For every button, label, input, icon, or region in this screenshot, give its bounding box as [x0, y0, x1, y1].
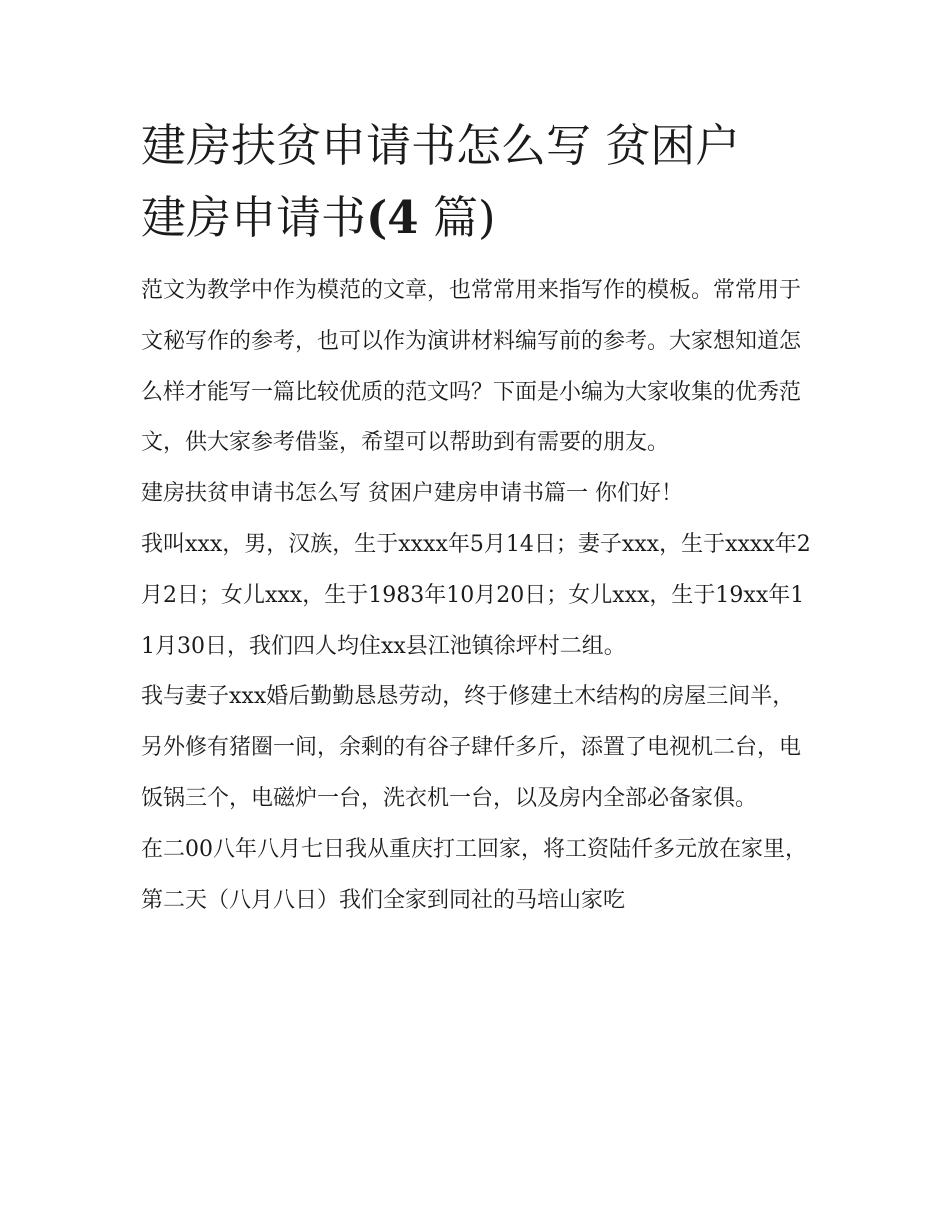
paragraph-property: 我与妻子xxx婚后勤勤恳恳劳动，终于修建土木结构的房屋三间半，另外修有猪圈一间，余剩的有谷子肆仟多斤，添置了电视机二台，电饭锅三个，电磁炉一台，洗衣机一台，以及房内全部必备家俱。	[141, 684, 802, 811]
document-title	[141, 110, 816, 254]
document-page	[141, 110, 816, 926]
paragraph-intro: 范文为教学中作为模范的文章，也常常用来指写作的模板。常常用于文秘写作的参考，也可以作为演讲材料编写前的参考。大家想知道怎么样才能写一篇比较优质的范文吗？下面是小编为大家收集的优秀范文，供大家参考借鉴，希望可以帮助到有需要的朋友。	[141, 278, 802, 456]
title-line-2a: 建房申请书	[141, 191, 367, 244]
title-line-1: 建房扶贫申请书怎么写 贫困户	[141, 119, 741, 172]
title-line-2c: 篇)	[432, 191, 496, 244]
paragraph-heading: 建房扶贫申请书怎么写 贫困户建房申请书篇一 你们好！	[141, 481, 683, 507]
title-line-2b: (4	[366, 191, 419, 244]
paragraph-incident: 在二00八年八月七日我从重庆打工回家，将工资陆仟多元放在家里，第二天（八月八日）我们全家到同社的马培山家吃	[141, 836, 807, 913]
paragraph-personal-info: 我叫xxx，男，汉族，生于xxxx年5月14日；妻子xxx，生于xxxx年2月2日；女儿xxx，生于1983年10月20日；女儿xxx，生于19xx年11月30日，我们四人均住xx县江池镇徐坪村二组。	[141, 531, 811, 659]
